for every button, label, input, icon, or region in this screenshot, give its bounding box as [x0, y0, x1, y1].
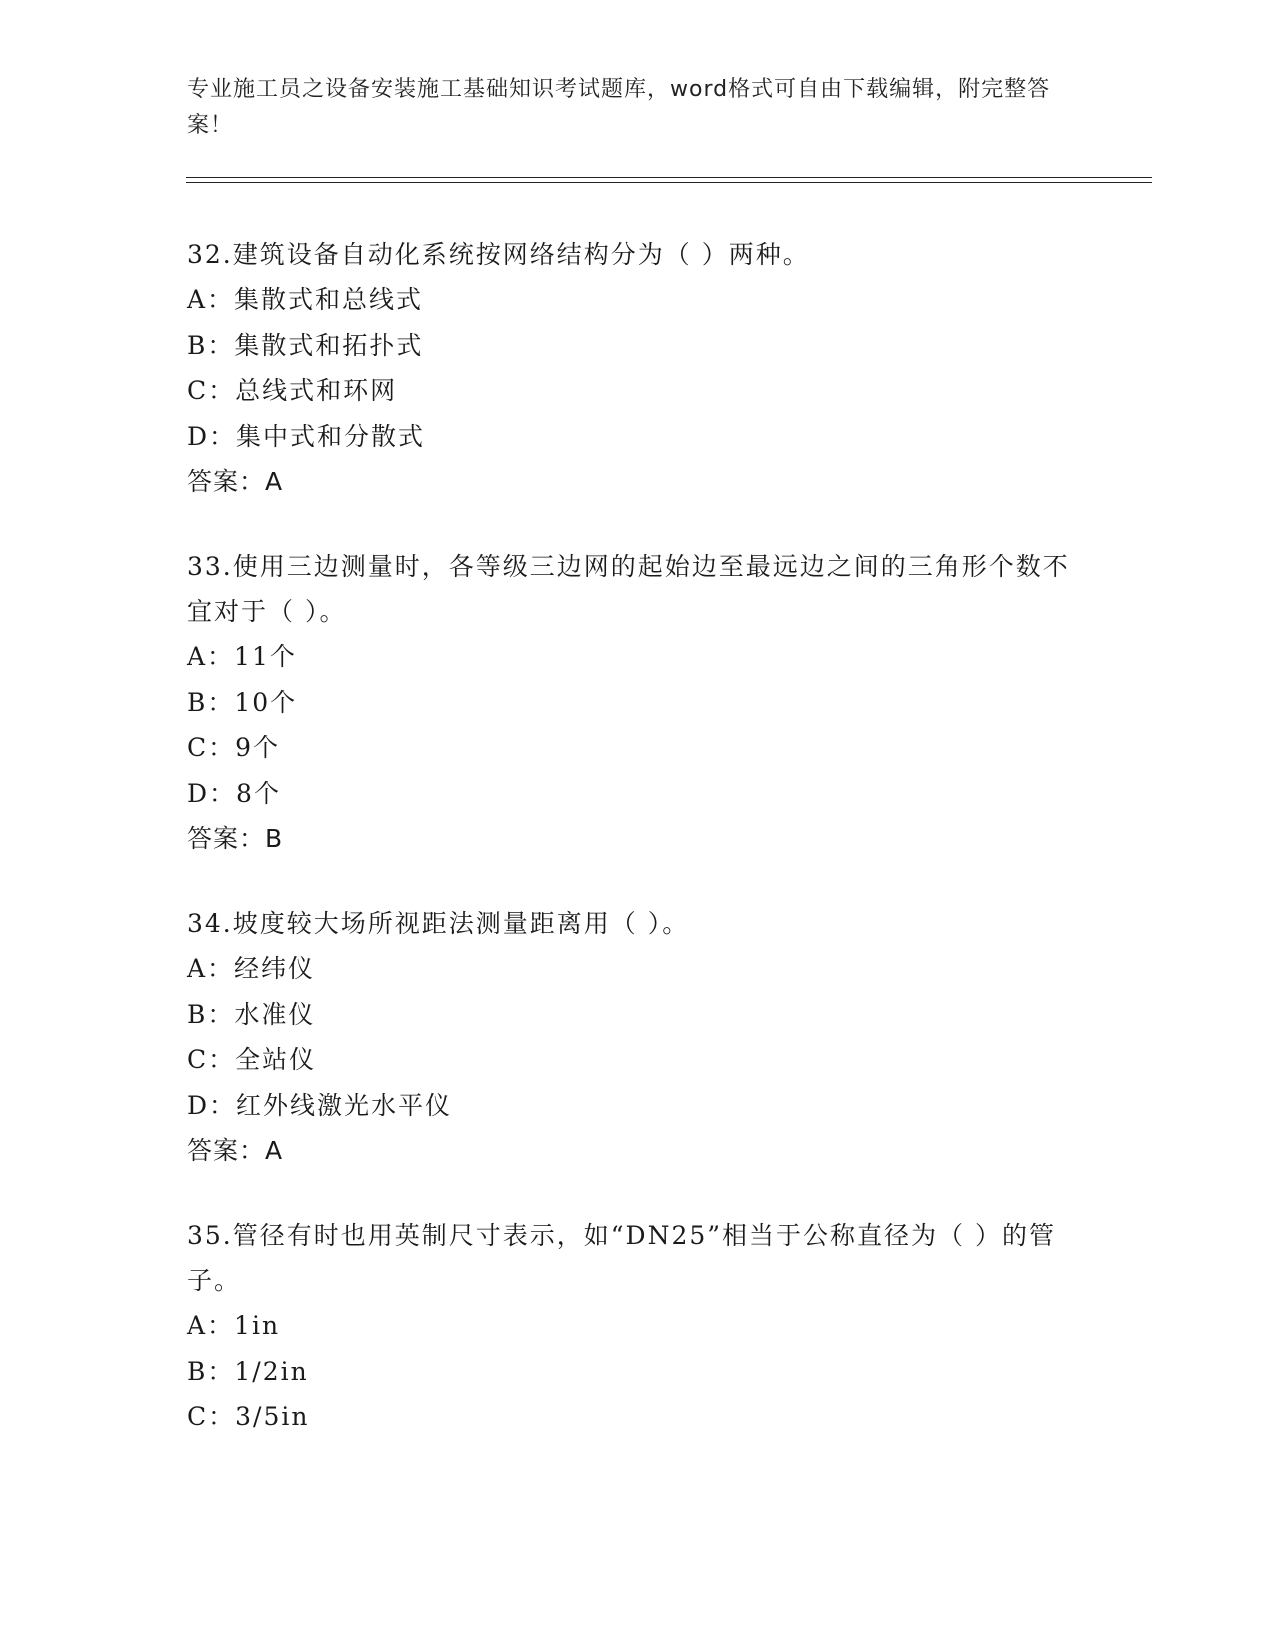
option-a: A：集散式和总线式 — [187, 285, 424, 314]
question-34 — [187, 901, 1087, 1173]
option-b: B：水准仪 — [187, 999, 316, 1029]
question-list — [187, 232, 1087, 1480]
answer: 答案：A — [187, 467, 284, 496]
option-a: A：11个 — [187, 642, 297, 671]
question-33 — [187, 544, 1087, 861]
option-c: C：总线式和环网 — [187, 376, 398, 405]
option-d: D：集中式和分散式 — [187, 421, 426, 451]
option-d: D：红外线激光水平仪 — [187, 1090, 453, 1120]
option-c: C：3/5in — [187, 1402, 310, 1431]
answer: 答案：B — [187, 824, 284, 853]
question-stem: 35.管径有时也用英制尺寸表示，如“DN25”相当于公称直径为（ ）的管子。 — [187, 1221, 1056, 1295]
question-35 — [187, 1213, 1087, 1440]
option-b: B：集散式和拓扑式 — [187, 330, 424, 360]
option-c: C：全站仪 — [187, 1045, 317, 1074]
option-c: C：9个 — [187, 733, 281, 762]
document-header: 专业施工员之设备安装施工基础知识考试题库，word格式可自由下载编辑，附完整答案！ — [187, 77, 1051, 138]
option-d: D：8个 — [187, 778, 281, 808]
question-stem: 32.建筑设备自动化系统按网络结构分为（ ）两种。 — [187, 240, 810, 269]
option-a: A：经纬仪 — [187, 954, 316, 983]
question-stem: 33.使用三边测量时，各等级三边网的起始边至最远边之间的三角形个数不宜对于（ ）。 — [187, 552, 1070, 626]
question-32 — [187, 232, 1087, 504]
header-divider — [186, 177, 1152, 183]
option-b: B：1/2in — [187, 1356, 309, 1386]
option-b: B：10个 — [187, 687, 298, 717]
answer: 答案：A — [187, 1136, 284, 1165]
question-stem: 34.坡度较大场所视距法测量距离用（ ）。 — [187, 909, 690, 938]
option-a: A：1in — [187, 1311, 281, 1340]
